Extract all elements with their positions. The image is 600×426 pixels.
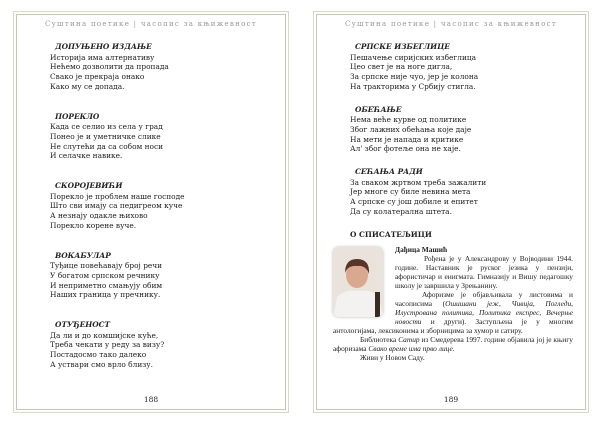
poem-line: Како му се допада. [50,81,125,91]
poem-line: И неприметно смањују обим [50,280,163,290]
poem-line: За сваком жртвом треба зажалити [350,177,487,187]
poems-right [333,42,573,363]
bio-text: из Смедерева 1997. године објавила јој је књигу афоризама [333,335,573,354]
poem-line: Што сви имају са педигреом куче [50,201,183,211]
poem [50,112,265,162]
poem-line: Јер многе су биле невина мета [350,187,471,197]
poem-title: ВОКАБУЛАР [55,250,111,260]
poem [350,105,573,155]
author-name: Дађица Машић [395,245,448,255]
poem-line: На тракторима у Србију стигла. [350,81,476,91]
poem-line: Понео је и уметничке слике [50,131,161,141]
poem-line: Историја има алтернативу [50,52,155,62]
poem-line: Ал' због фотеље она не хаје. [350,144,461,154]
poem-line: Постадосмо тако далеко [50,350,147,360]
poem-line: Не слутећи да са собом носи [50,141,164,151]
poem-title: ОТУЂЕНОСТ [55,320,111,330]
poem-line: За српске није чуо, јер је колона [350,72,479,82]
about-author-heading: О СПИСАТЕЉИЦИ [350,229,432,239]
poem-line: Треба чекати у реду за визу? [50,340,165,350]
poem-line: Да ли и до комшијске куће, [50,330,159,340]
poem-line: Због лажних обећања које даје [350,124,472,134]
bio-paragraph: Рођена је у Александрову у Војводини 1944. године. Наставник је руског језика у пензији, афористичар и енигмата. Гимназију и Вишу педагошку школу је завршила у Зрењанину. [395,254,573,291]
bio-text: Афоризме је објављивала у листовима и часописима ( [395,290,573,309]
running-header: Суштина поетике | часопис за књижевност [344,20,558,28]
poem-line: Цео свет је на ноге дигла, [350,62,453,72]
poem-line: Да су колатерална штета. [350,206,452,216]
poem-title: ПОРЕКЛО [55,111,100,121]
poem [350,167,573,217]
poem-line: А незнају одакле њихово [50,211,148,221]
poem-title: СКОРОЈЕВИЋИ [55,181,123,191]
portrait-image [333,247,383,317]
running-header: Суштина поетике | часопис за књижевност [44,20,258,28]
poem-line: Пешачење сиријских избеглица [350,52,477,62]
page-number: 188 [143,395,159,404]
page-189 [316,14,586,410]
page-number: 189 [443,395,459,404]
bio-italic-title: Ошишани јеж, Чивија, Погледи, Илустрована политика, Политика експрес, Вечерње новости [395,299,573,327]
poem-line: Порекло корене вуче. [50,220,137,230]
page-188 [16,14,286,410]
poem-title: СЕЋАЊА РАДИ [355,167,423,177]
poem [50,181,265,231]
bio-text: Библиотека [360,335,399,345]
poem-line: Наших граница у пречнику. [50,290,161,300]
poem-title: ОБЕЋАЊЕ [355,104,402,114]
bio-italic-title: Сатир [398,335,420,345]
poem-line: Порекло је проблем наше господе [50,191,185,201]
poem [50,42,265,92]
bio-italic-title: Свако време има прво лице. [368,344,455,354]
bio-text: и други). Заступљена је у многим антологијама, лексиконима и зборницима за хумор и сатиру. [333,317,573,336]
bio-paragraph: Живи у Новом Саду. [360,353,425,363]
poem-line: И селачке навике. [50,151,123,161]
bio-paragraph [333,335,573,353]
poems-left [50,42,265,390]
poem [50,251,265,301]
poem-line: У богатом српском речнику [50,270,160,280]
poem-line: Нема веће курве од политике [350,115,467,125]
poem-line: На мети је напада и критике [350,134,464,144]
poem-title: СРПСКЕ ИЗБЕГЛИЦЕ [355,42,450,51]
poem-line: А уствари смо врло близу. [50,359,153,369]
poem [350,42,573,92]
poem-title: ДОПУЊЕНО ИЗДАЊЕ [55,42,152,51]
poem [50,320,265,370]
poem-line: Туђице повећавају број речи [50,261,163,271]
author-bio [333,245,573,362]
poem-line: Када се селио из села у град [50,122,163,132]
author-photo [333,247,383,317]
poem-line: Нећемо дозволити да пропада [50,62,169,72]
poem-line: А српске су још добиле и епитет [350,197,478,207]
poem-line: Свако је прекраја онако [50,72,145,82]
